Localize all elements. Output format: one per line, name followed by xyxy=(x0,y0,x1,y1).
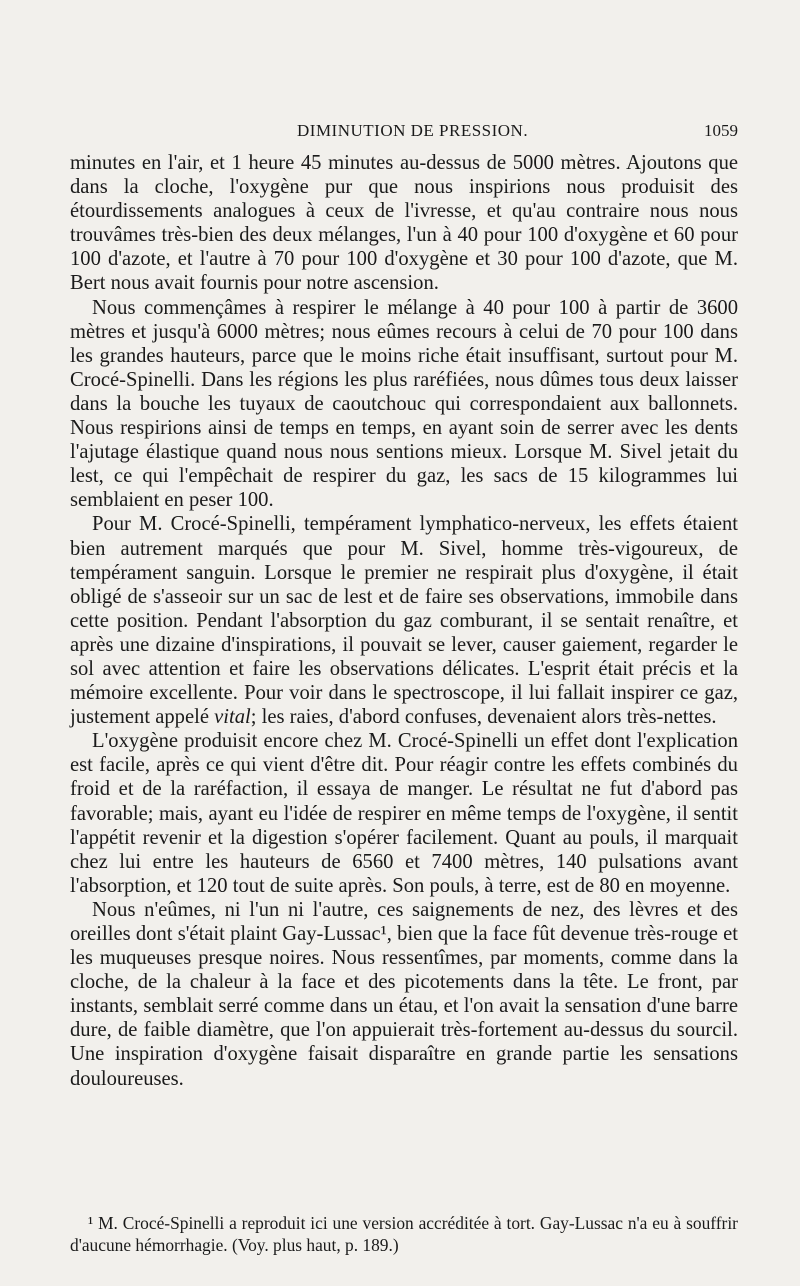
text-line: faisait disparaître en grande partie les sensations douloureuses. xyxy=(70,1043,738,1090)
text-line: nous nous trouvâmes très-bien des deux mélanges, l'un à 40 pour 100 xyxy=(70,200,738,247)
text-line: et l'on avait la sensation d'une barre dure, de faible diamètre, que l'on xyxy=(70,995,738,1042)
text-line: en temps, en ayant soin de serrer avec les dents l'ajutage élastique quand xyxy=(70,417,738,464)
text-line: 70 pour 100 dans les grandes hauteurs, parce que le moins riche était xyxy=(70,320,738,367)
text-line: Pour voir dans le spectroscope, il lui fallait inspirer ce gaz, justement xyxy=(70,682,738,729)
text-line: insuffisant, surtout pour M. Crocé-Spinelli. Dans les régions les plus raré xyxy=(70,344,738,391)
text-line: facilement. Quant au pouls, il marquait chez lui entre les hauteurs de xyxy=(70,826,739,873)
paragraph xyxy=(70,296,738,513)
text-line: appuierait très-fortement au-dessus du sourcil. Une inspiration d'oxygène xyxy=(70,1019,738,1066)
text-line: effets combinés du froid et de la raréfaction, il essaya de manger. Le xyxy=(70,754,738,801)
text-line: des étourdissements analogues à ceux de l'ivresse, et qu'au contraire xyxy=(70,176,738,223)
paragraph xyxy=(70,151,738,296)
text-line: pouvait se lever, causer gaiement, regarder le sol avec attention et faire xyxy=(70,633,739,680)
text-line: Nous n'eûmes, ni l'un ni l'autre, ces saignements de nez, des lèvres et xyxy=(92,898,702,921)
text-line: ments, comme dans la cloche, de la chaleur à la face et des picotements xyxy=(70,947,738,994)
text-line: d'oxygène et 60 pour 100 d'azote, et l'autre à 70 pour 100 d'oxygène et xyxy=(70,224,738,271)
paragraph xyxy=(70,729,738,898)
text-line: chouc qui correspondaient aux ballonnets. Nous respirions ainsi de temps xyxy=(70,392,738,440)
footnote xyxy=(70,1212,738,1256)
running-title: DIMINUTION DE PRESSION. xyxy=(297,121,529,140)
text-line: ¹ M. Crocé-Spinelli a reproduit ici une version accréditée à tort. Gay-Lussac xyxy=(88,1213,623,1233)
text-line: dans la tête. Le front, par instants, semblait serré comme dans un étau, xyxy=(70,971,738,1018)
text-line: 3600 mètres et jusqu'à 6000 mètres; nous eûmes recours à celui de xyxy=(70,296,738,343)
text-line: fiées, nous dûmes tous deux laisser dans la bouche les tuyaux de caout xyxy=(70,368,738,415)
text-line: les observations délicates. L'esprit était précis et la mémoire excellente. xyxy=(70,657,738,705)
text-line: 6560 et 7400 mètres, 140 pulsations avant l'absorption, et 120 tout de xyxy=(70,850,739,897)
text-line: d'oxygène, il était obligé de s'asseoir sur un sac de lest et de faire ses xyxy=(70,561,739,608)
text-line: suite après. Son pouls, à terre, est de 80 en moyenne. xyxy=(294,874,731,897)
page-header xyxy=(70,121,738,147)
text-line: très-rouge et les muqueuses presque noires. Nous ressentîmes, par mo xyxy=(70,923,739,970)
text-line: reux, de tempérament sanguin. Lorsque le premier ne respirait plus xyxy=(70,537,738,584)
text-line: des oreilles dont s'était plaint Gay-Lussac¹, bien que la face fût devenue xyxy=(70,898,739,945)
text-line: Nous commençâmes à respirer le mélange à 40 pour 100 à partir de xyxy=(92,296,689,319)
text-line: comburant, il se sentait renaître, et après une dizaine d'inspirations, il xyxy=(70,609,738,656)
text-line: sion. xyxy=(399,272,439,295)
text-line: nous nous sentions mieux. Lorsque M. Sivel jetait du lest, ce qui l'empê xyxy=(70,441,738,488)
text-line: tons que dans la cloche, l'oxygène pur que nous inspirions nous produisit xyxy=(70,152,739,199)
page-number: 1059 xyxy=(704,121,738,140)
text-line: chait de respirer du gaz, les sacs de 15 kilogrammes lui semblaient en xyxy=(70,465,738,512)
text-line: minutes en l'air, et 1 heure 45 minutes au-dessus de 5000 mètres. Ajou xyxy=(70,152,668,174)
text-line: n'a eu à souffrir d'aucune hémorrhagie. (Voy. plus haut, p. 189.) xyxy=(70,1213,738,1255)
paragraph xyxy=(70,512,738,729)
text-line: 30 pour 100 d'azote, que M. Bert nous avait fournis pour notre ascen xyxy=(70,248,738,295)
text-line: L'oxygène produisit encore chez M. Crocé-Spinelli un effet dont l'expli xyxy=(92,730,688,753)
text-line: appelé vital; les raies, d'abord confuses, devenaient alors très-nettes. xyxy=(155,706,717,729)
text-line: étaient bien autrement marqués que pour M. Sivel, homme très-vigou xyxy=(70,513,738,560)
text-line: même temps de l'oxygène, il sentit l'appétit revenir et la digestion s'opérer xyxy=(70,802,738,849)
body-text xyxy=(70,151,738,1091)
footnotes xyxy=(70,1212,738,1256)
text-line: résultat ne fut d'abord pas favorable; mais, ayant eu l'idée de respirer en xyxy=(70,778,738,825)
text-line: cation est facile, après ce qui vient d'être dit. Pour réagir contre les xyxy=(70,730,738,777)
text-line: Pour M. Crocé-Spinelli, tempérament lymphatico-nerveux, les effets xyxy=(92,513,675,536)
text-line: observations, immobile dans cette position. Pendant l'absorption du gaz xyxy=(70,585,738,632)
paragraph xyxy=(70,898,738,1091)
text-line: peser 100. xyxy=(188,489,274,512)
